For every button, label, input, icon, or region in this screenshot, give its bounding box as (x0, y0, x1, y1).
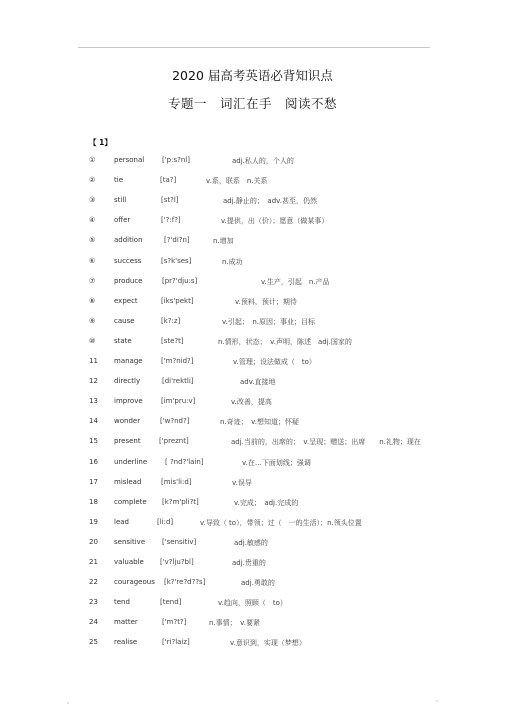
entry-definition: v.管理；设法做成（ to） (233, 358, 316, 366)
entry-number: 15 (89, 437, 98, 446)
entry-number: 18 (89, 497, 98, 506)
entry-definition: v.意识到，实现（梦想） (230, 639, 306, 648)
entry-word: success (114, 256, 142, 265)
entry-definition: v.生产，引起 n.产品 (261, 277, 330, 286)
vocab-entry (89, 357, 429, 369)
entry-word: expect (114, 296, 138, 305)
entry-word: cause (114, 316, 135, 325)
entry-phonetic: ['ri?laiz] (162, 638, 190, 647)
entry-word: courageous (114, 578, 155, 587)
entry-number: ⑩ (89, 336, 96, 345)
vocab-entry (89, 176, 429, 188)
entry-phonetic: [di'rektli] (162, 377, 194, 386)
entry-phonetic: ['m?t?] (162, 618, 187, 627)
entry-number: 25 (89, 638, 98, 647)
entry-word: manage (114, 357, 143, 365)
entry-number: ⑧ (89, 296, 96, 305)
vocab-entry (89, 437, 429, 449)
entry-number: ⑨ (89, 316, 96, 325)
entry-phonetic: [st?l] (161, 196, 179, 205)
entry-number: ② (89, 176, 96, 185)
entry-number: 20 (89, 537, 98, 546)
entry-definition: n.情形，状态； v.声明，陈述 adj.国家的 (218, 337, 352, 346)
vocab-entry (89, 598, 429, 610)
entry-word: improve (114, 397, 143, 406)
entry-definition: v.导致（ to），带领；过（ 一的生活）；n.领头位置 (200, 518, 362, 527)
entry-definition: v.误导 (232, 478, 252, 487)
entry-word: valuable (114, 558, 144, 566)
entry-definition: n.事情； v.要紧 (209, 619, 260, 628)
entry-number: 11 (89, 357, 98, 365)
entry-definition: adj.私人的，个人的 (232, 157, 294, 165)
entry-definition: adj.静止的； adv.甚至，仍然 (223, 197, 317, 206)
vocab-entry (89, 558, 429, 570)
entry-phonetic: ['sensitiv] (162, 537, 197, 546)
entry-phonetic: [li:d] (157, 517, 174, 526)
vocab-entry (89, 478, 429, 490)
entry-phonetic: [ste?t] (161, 336, 184, 345)
entry-number: 23 (89, 598, 98, 607)
entry-word: sensitive (114, 537, 146, 546)
vocab-entry (89, 317, 429, 329)
vocab-entry (89, 236, 429, 248)
vocab-entry (89, 196, 429, 208)
entry-word: tie (114, 176, 123, 185)
vocab-entry (89, 518, 429, 530)
entry-word: present (114, 437, 141, 446)
entry-word: matter (114, 618, 138, 627)
vocab-entry (89, 578, 429, 590)
entry-number: ⑦ (89, 276, 96, 285)
entry-number: ④ (89, 216, 96, 225)
entry-number: 17 (89, 477, 98, 486)
vocab-entry (89, 498, 429, 510)
vocab-entry (89, 257, 429, 269)
vocab-entry (89, 277, 429, 289)
entry-word: offer (114, 216, 131, 225)
entry-phonetic: [k?:z] (161, 316, 181, 325)
entry-phonetic: [ta?] (160, 176, 177, 185)
entry-word: state (114, 336, 132, 345)
entry-definition: adv.直接地 (240, 378, 276, 387)
entry-phonetic: [iks'pekt] (161, 296, 194, 305)
vocab-entry (89, 216, 429, 228)
entry-word: underline (114, 457, 148, 466)
entry-definition: v.引起； n.原因；事业；目标 (222, 317, 315, 326)
entry-phonetic: [?'di?n] (164, 236, 190, 245)
entry-number: ⑥ (89, 256, 96, 265)
entry-word: still (114, 196, 127, 205)
entry-word: tend (114, 598, 130, 607)
entry-word: directly (114, 377, 141, 386)
entry-number: ① (89, 156, 96, 164)
vocab-entry (89, 156, 429, 168)
entry-word: personal (114, 156, 145, 164)
entry-definition: adj.勇敢的 (241, 579, 275, 588)
vocab-entry (89, 397, 429, 409)
entry-phonetic: ['?:f?] (161, 216, 181, 225)
vocab-entry (89, 458, 429, 470)
entry-phonetic: [mis'li:d] (161, 477, 192, 486)
entry-number: 12 (89, 377, 98, 386)
entry-definition: v.在…下面划线；强调 (242, 458, 311, 467)
entry-number: 19 (89, 517, 98, 526)
entry-definition: v.趋向，照顾（ to） (218, 599, 287, 608)
scan-speck (67, 702, 69, 704)
page-title: 2020 届高考英语必背知识点 (172, 68, 333, 83)
entry-phonetic: ['m?nid?] (161, 357, 194, 365)
entry-word: wonder (114, 417, 141, 426)
entry-number: 21 (89, 558, 98, 566)
entry-phonetic: [tend] (160, 598, 182, 607)
entry-word: produce (114, 276, 143, 285)
entry-phonetic: [im'pru:v] (161, 397, 196, 406)
entry-phonetic: [k?m'pli?t] (162, 497, 199, 506)
entry-definition: adj.贵重的 (232, 559, 266, 567)
entry-definition: v.完成； adj.完成的 (234, 498, 299, 507)
entry-definition: adj.当前的，出席的； v.呈现；赠送；出席 n.礼物；现在 (231, 438, 421, 447)
entry-phonetic: [pr?'dju:s] (162, 276, 198, 285)
entry-definition: v.预料，预计；期待 (235, 297, 297, 306)
entry-definition: n.成功 (222, 257, 243, 266)
page-subtitle: 专题一 词汇在手 阅读不愁 (167, 96, 337, 111)
vocab-entry (89, 638, 429, 650)
entry-number: ③ (89, 196, 96, 205)
entry-definition: v.系，联系 n.关系 (206, 177, 268, 186)
entry-number: 24 (89, 618, 98, 627)
entry-phonetic: ['w?nd?] (160, 417, 190, 426)
entry-definition: n.增加 (213, 237, 234, 246)
entry-number: 14 (89, 417, 98, 426)
entry-word: realise (114, 638, 138, 647)
entry-word: mislead (114, 477, 142, 486)
entry-phonetic: ['preznt] (159, 437, 189, 446)
entry-definition: n.奇迹； v.想知道；怀疑 (220, 418, 299, 427)
entry-phonetic: [s?k'ses] (161, 256, 192, 265)
section-label: 【 1】 (89, 138, 112, 147)
entry-word: complete (114, 497, 147, 506)
vocab-entry (89, 377, 429, 389)
entry-number: 13 (89, 397, 98, 406)
entry-phonetic: ['v?lju?bl] (160, 558, 194, 566)
entry-word: addition (114, 236, 143, 245)
entry-definition: v.改善，提高 (231, 398, 272, 407)
entry-number: 16 (89, 457, 98, 466)
entry-definition: v.提供，出（价）；愿意（做某事） (221, 217, 329, 226)
entry-phonetic: [k?'re?d??s] (164, 578, 206, 587)
vocab-entry (89, 417, 429, 429)
entry-phonetic: ['p:s?nl] (162, 156, 190, 164)
entry-phonetic: [ ?nd?'lain] (165, 457, 204, 466)
vocab-entry (89, 538, 429, 550)
entry-number: 22 (89, 578, 98, 587)
top-divider (78, 47, 430, 48)
vocab-entry (89, 297, 429, 309)
vocab-entry (89, 618, 429, 630)
entry-word: lead (114, 517, 129, 526)
scan-speck (436, 700, 438, 702)
entry-definition: adj.敏感的 (234, 538, 268, 547)
vocab-entry (89, 337, 429, 349)
entry-number: ⑤ (89, 236, 96, 245)
